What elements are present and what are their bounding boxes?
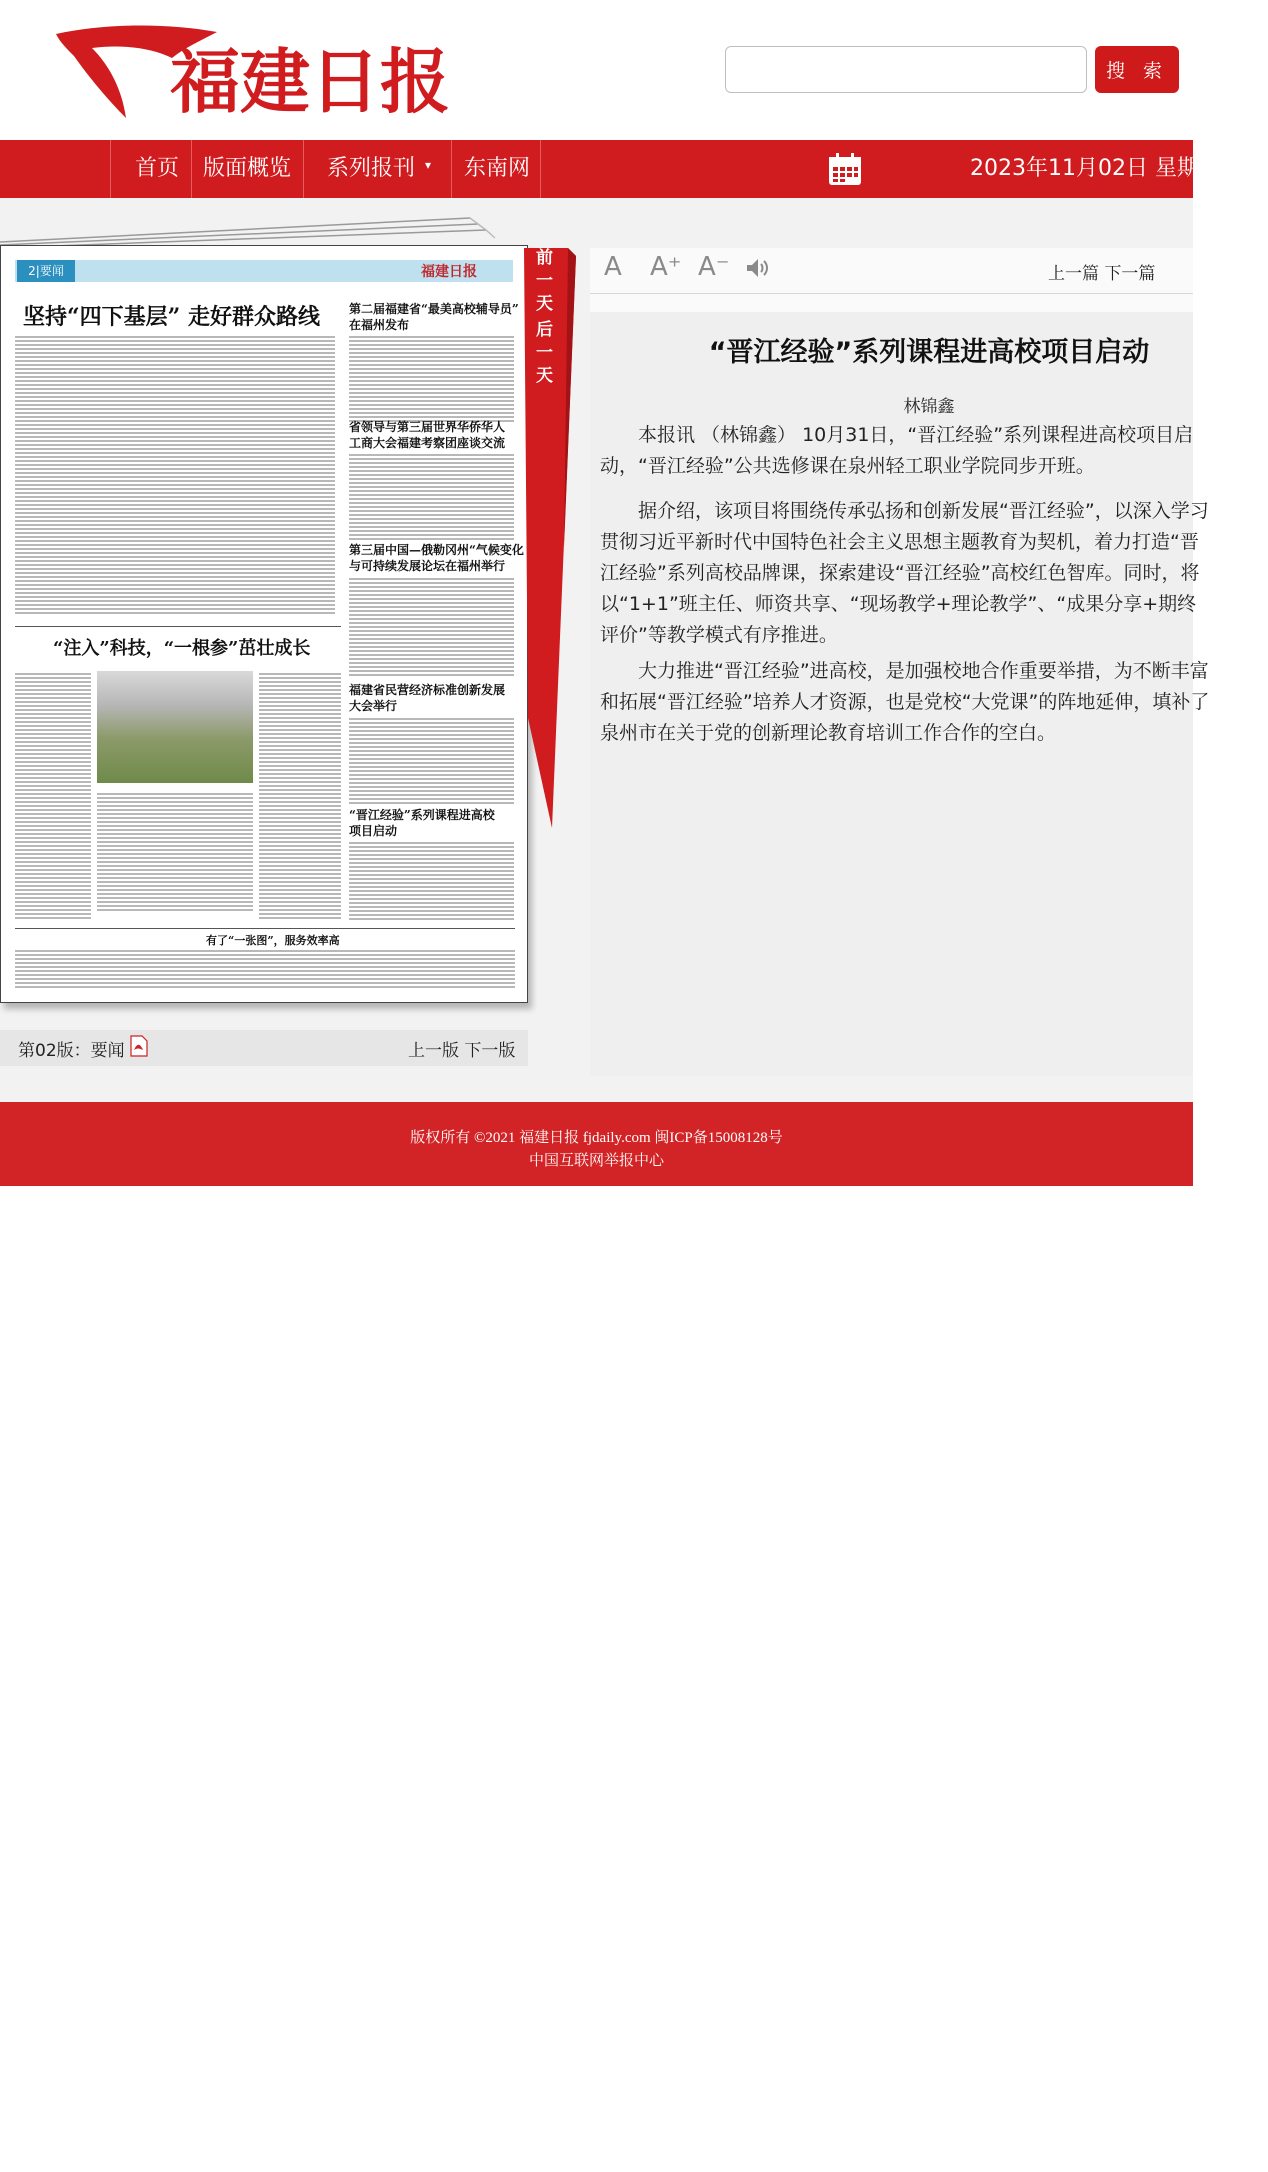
fujian-daily-logo[interactable]	[52, 18, 450, 123]
article-text-block	[349, 576, 514, 676]
article-text-block	[15, 948, 515, 988]
page-label: 第02版：要闻	[18, 1041, 125, 1061]
headline[interactable]: 大会举行	[349, 699, 398, 713]
article-author: 林锦鑫	[903, 397, 955, 417]
next-day-link[interactable]	[528, 320, 556, 396]
article-nav	[1048, 259, 1155, 284]
site-header	[0, 0, 1193, 140]
article-text-block	[349, 840, 514, 920]
font-increase-button[interactable]: A⁺	[650, 252, 682, 282]
headline[interactable]: 省领导与第三届世界华侨华人	[349, 420, 506, 434]
nav-divider	[540, 140, 541, 198]
article-text-block	[349, 334, 514, 424]
paper-mini-logo: 福建日报	[421, 264, 477, 280]
nav-divider	[451, 140, 452, 198]
headline[interactable]: 第二届福建省“最美高校辅导员”	[349, 302, 519, 316]
report-center-link[interactable]: 中国互联网举报中心	[528, 1153, 664, 1169]
toolbar-divider	[590, 293, 1193, 294]
nav-item-home[interactable]: 首页	[135, 156, 180, 181]
next-article-link[interactable]: 下一篇	[1104, 264, 1156, 284]
next-page-link[interactable]: 下一版	[464, 1041, 516, 1061]
article-text-block	[15, 671, 91, 921]
article-paragraph: 大力推进“晋江经验”进高校，是加强校地合作重要举措，为不断丰富和拓展“晋江经验”培养人才资源，也是党校“大党课”的阵地延伸，填补了泉州市在关于党的创新理论教育培训工作合作的空白。	[600, 660, 1210, 744]
divider	[15, 626, 341, 627]
nav-item-series-label: 系列报刊	[327, 156, 416, 181]
nav-divider	[191, 140, 192, 198]
headline[interactable]: 第三届中国—俄勒冈州“气候变化	[349, 543, 524, 557]
news-photo[interactable]	[97, 671, 253, 783]
section-tag: 2|要闻	[17, 260, 75, 282]
prev-page-link[interactable]: 上一版	[408, 1041, 459, 1061]
article-text-block	[349, 452, 514, 542]
article-text-block	[259, 671, 341, 921]
headline[interactable]: 与可持续发展论坛在福州举行	[349, 559, 506, 573]
divider	[15, 928, 515, 929]
font-default-button[interactable]: A	[604, 252, 622, 282]
prev-article-link[interactable]: 上一篇	[1048, 264, 1099, 284]
headline[interactable]: 在福州发布	[349, 318, 410, 332]
site-footer	[0, 1102, 1193, 1186]
page-stack-edges	[0, 210, 500, 250]
nav-item-series[interactable]	[327, 140, 431, 198]
current-date: 2023年11月02日 星期四	[970, 156, 1221, 181]
copyright-text: 版权所有 ©2021 福建日报 fjdaily.com 闽ICP备15008128号	[410, 1130, 783, 1146]
article-text-block	[15, 334, 335, 614]
headline[interactable]: 工商大会福建考察团座谈交流	[349, 436, 506, 450]
pdf-icon[interactable]	[130, 1035, 148, 1057]
newspaper-page[interactable]	[0, 245, 528, 1003]
nav-divider	[110, 140, 111, 198]
article-text-block	[97, 791, 253, 911]
article-title: “晋江经验”系列课程进高校项目启动	[708, 337, 1150, 368]
headline[interactable]: 坚持“四下基层” 走好群众路线	[23, 304, 320, 330]
headline[interactable]: “晋江经验”系列课程进高校	[349, 808, 495, 822]
nav-item-dongnan[interactable]: 东南网	[464, 156, 531, 181]
page-nav	[408, 1036, 515, 1061]
nav-divider	[303, 140, 304, 198]
prev-day-link[interactable]	[528, 248, 556, 324]
next-day-label: 后一天	[532, 320, 552, 389]
font-decrease-button[interactable]: A⁻	[698, 252, 730, 282]
nav-item-overview[interactable]: 版面概览	[203, 156, 292, 181]
headline[interactable]: “注入”科技，“一根参”茁壮成长	[53, 638, 311, 659]
headline[interactable]: 有了“一张图”，服务效率高	[206, 934, 340, 947]
search-button[interactable]: 搜 索	[1095, 46, 1179, 93]
headline[interactable]: 福建省民营经济标准创新发展	[349, 683, 506, 697]
article-text-block	[349, 716, 514, 806]
headline[interactable]: 项目启动	[349, 824, 398, 838]
svg-text:福建日报: 福建日报	[170, 40, 450, 123]
speaker-icon[interactable]	[745, 256, 769, 280]
search-input[interactable]	[725, 46, 1087, 93]
prev-day-label: 前一天	[532, 248, 552, 317]
article-paragraph: 本报讯 （林锦鑫） 10月31日，“晋江经验”系列课程进高校项目启动，“晋江经验”公共选修课在泉州轻工职业学院同步开班。	[600, 424, 1194, 477]
calendar-icon[interactable]	[828, 152, 862, 186]
chevron-down-icon: ▾	[425, 158, 432, 172]
article-paragraph: 据介绍，该项目将围绕传承弘扬和创新发展“晋江经验”，以深入学习贯彻习近平新时代中国特色社会主义思想主题教育为契机，着力打造“晋江经验”系列高校品牌课，探索建设“晋江经验”高校红色智库。同时，将以“1+1”班主任、师资共享、“现场教学+理论教学”、“成果分享+期终评价”等教学模式有序推进。	[600, 500, 1209, 646]
